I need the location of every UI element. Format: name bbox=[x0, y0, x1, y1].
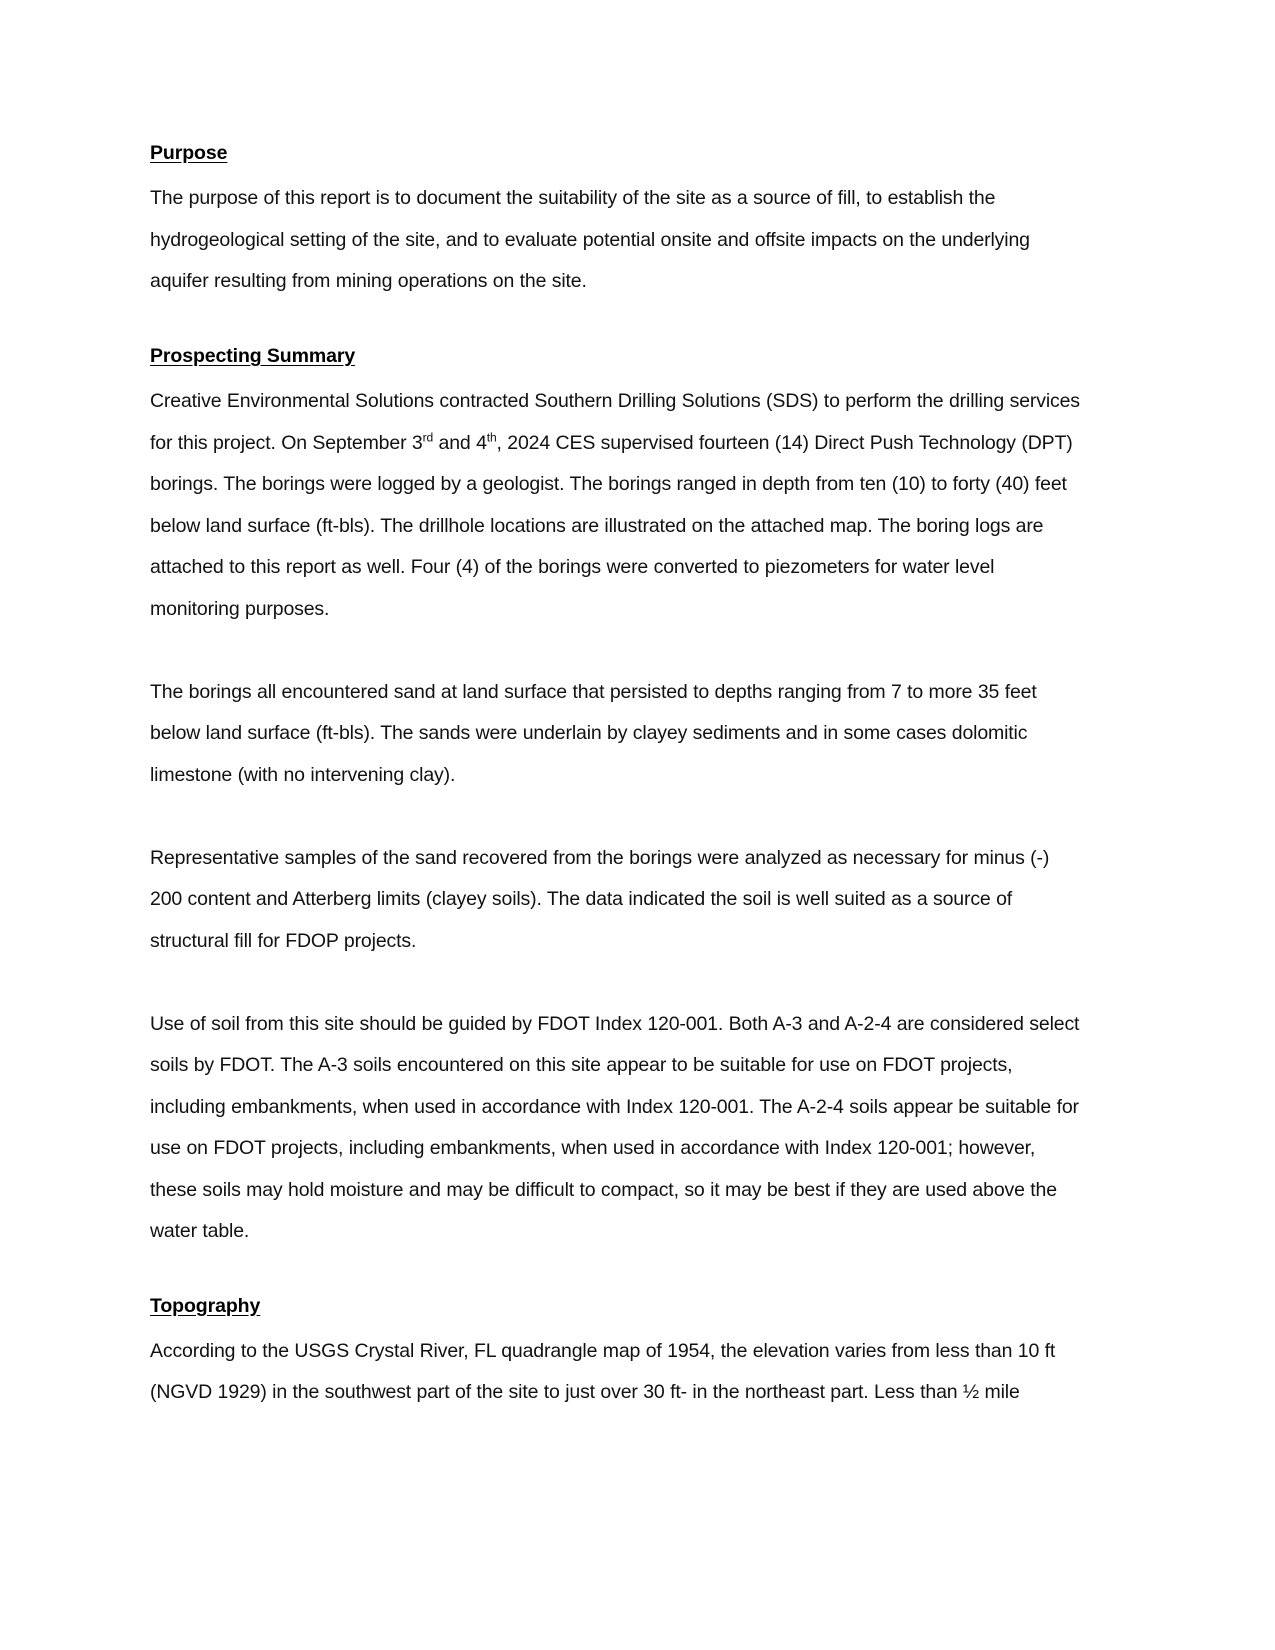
paragraph-prospecting-1-text-b: and 4 bbox=[433, 431, 487, 454]
fraction-one-half: ½ bbox=[962, 1381, 980, 1404]
spacer-paragraph-2 bbox=[150, 796, 1080, 838]
spacer-paragraph-1 bbox=[150, 630, 1080, 672]
paragraph-purpose-1: The purpose of this report is to document the suitability of the site as a source of fill, to establish the hydrogeological setting of the site, and to evaluate potential onsite and offsite impacts on the underlying aquifer resulting from mining operations on the site. bbox=[150, 187, 1030, 293]
paragraph-prospecting-1-text-c: , 2024 CES supervised fourteen (14) Direct Push Technology (DPT) borings. The borings were logged by a geologist. The borings ranged in depth from ten (10) to forty (40) feet below land surface (ft-bls). The drillhole locations are illustrated on the attached map. The boring logs are attached to this report as well. Four (4) of the borings were converted to piezometers for water level monitoring purposes. bbox=[150, 431, 1073, 620]
heading-prospecting-summary: Prospecting Summary bbox=[150, 344, 356, 367]
heading-purpose: Purpose bbox=[150, 142, 228, 164]
paragraph-prospecting-4: Use of soil from this site should be guided by FDOT Index 120-001. Both A-3 and A-2-4 are considered select soils by FDOT. The A-3 soils encountered on this site appear to be suitable for use on FDOT projects, including embankments, when used in accordance with Index 120-001. The A-2-4 soils appear be suitable for use on FDOT projects, including embankments, when used in accordance with Index 120-001; however, these soils may hold moisture and may be difficult to compact, so it may be best if they are used above the water table. bbox=[150, 1012, 1080, 1243]
paragraph-topography-1 bbox=[150, 1331, 1080, 1414]
paragraph-topography-1-text-a: According to the USGS Crystal River, FL quadrangle map of 1954, the elevation varies from less than 10 ft (NGVD 1929) in the southwest part of the site to just over 30 ft- in the northeast part. Less than bbox=[150, 1339, 1056, 1404]
section-topography bbox=[150, 1293, 1080, 1414]
paragraph-prospecting-1 bbox=[150, 381, 1080, 630]
spacer-after-purpose bbox=[150, 303, 1080, 343]
paragraph-topography-1-text-b: mile bbox=[979, 1381, 1020, 1404]
section-prospecting-summary bbox=[150, 343, 1080, 1253]
spacer-before-topography bbox=[150, 1253, 1080, 1293]
heading-topography: Topography bbox=[150, 1294, 261, 1317]
paragraph-prospecting-3: Representative samples of the sand recovered from the borings were analyzed as necessary for minus (-) 200 content and Atterberg limits (clayey soils). The data indicated the soil is well suited as a source of structural fill for FDOP projects. bbox=[150, 846, 1050, 952]
paragraph-prospecting-1-text-a: Creative Environmental Solutions contracted Southern Drilling Solutions (SDS) to perform the drilling services for this project. On September 3 bbox=[150, 390, 1080, 454]
ordinal-suffix-third: rd bbox=[422, 430, 434, 445]
paragraph-prospecting-2: The borings all encountered sand at land surface that persisted to depths ranging from 7 to more 35 feet below land surface (ft-bls). The sands were underlain by clayey sediments and in some cases dolomitic limestone (with no intervening clay). bbox=[150, 680, 1037, 786]
page-content bbox=[150, 140, 1080, 1414]
spacer-paragraph-3 bbox=[150, 962, 1080, 1004]
ordinal-suffix-fourth: th bbox=[486, 430, 497, 445]
section-purpose bbox=[150, 140, 1080, 303]
